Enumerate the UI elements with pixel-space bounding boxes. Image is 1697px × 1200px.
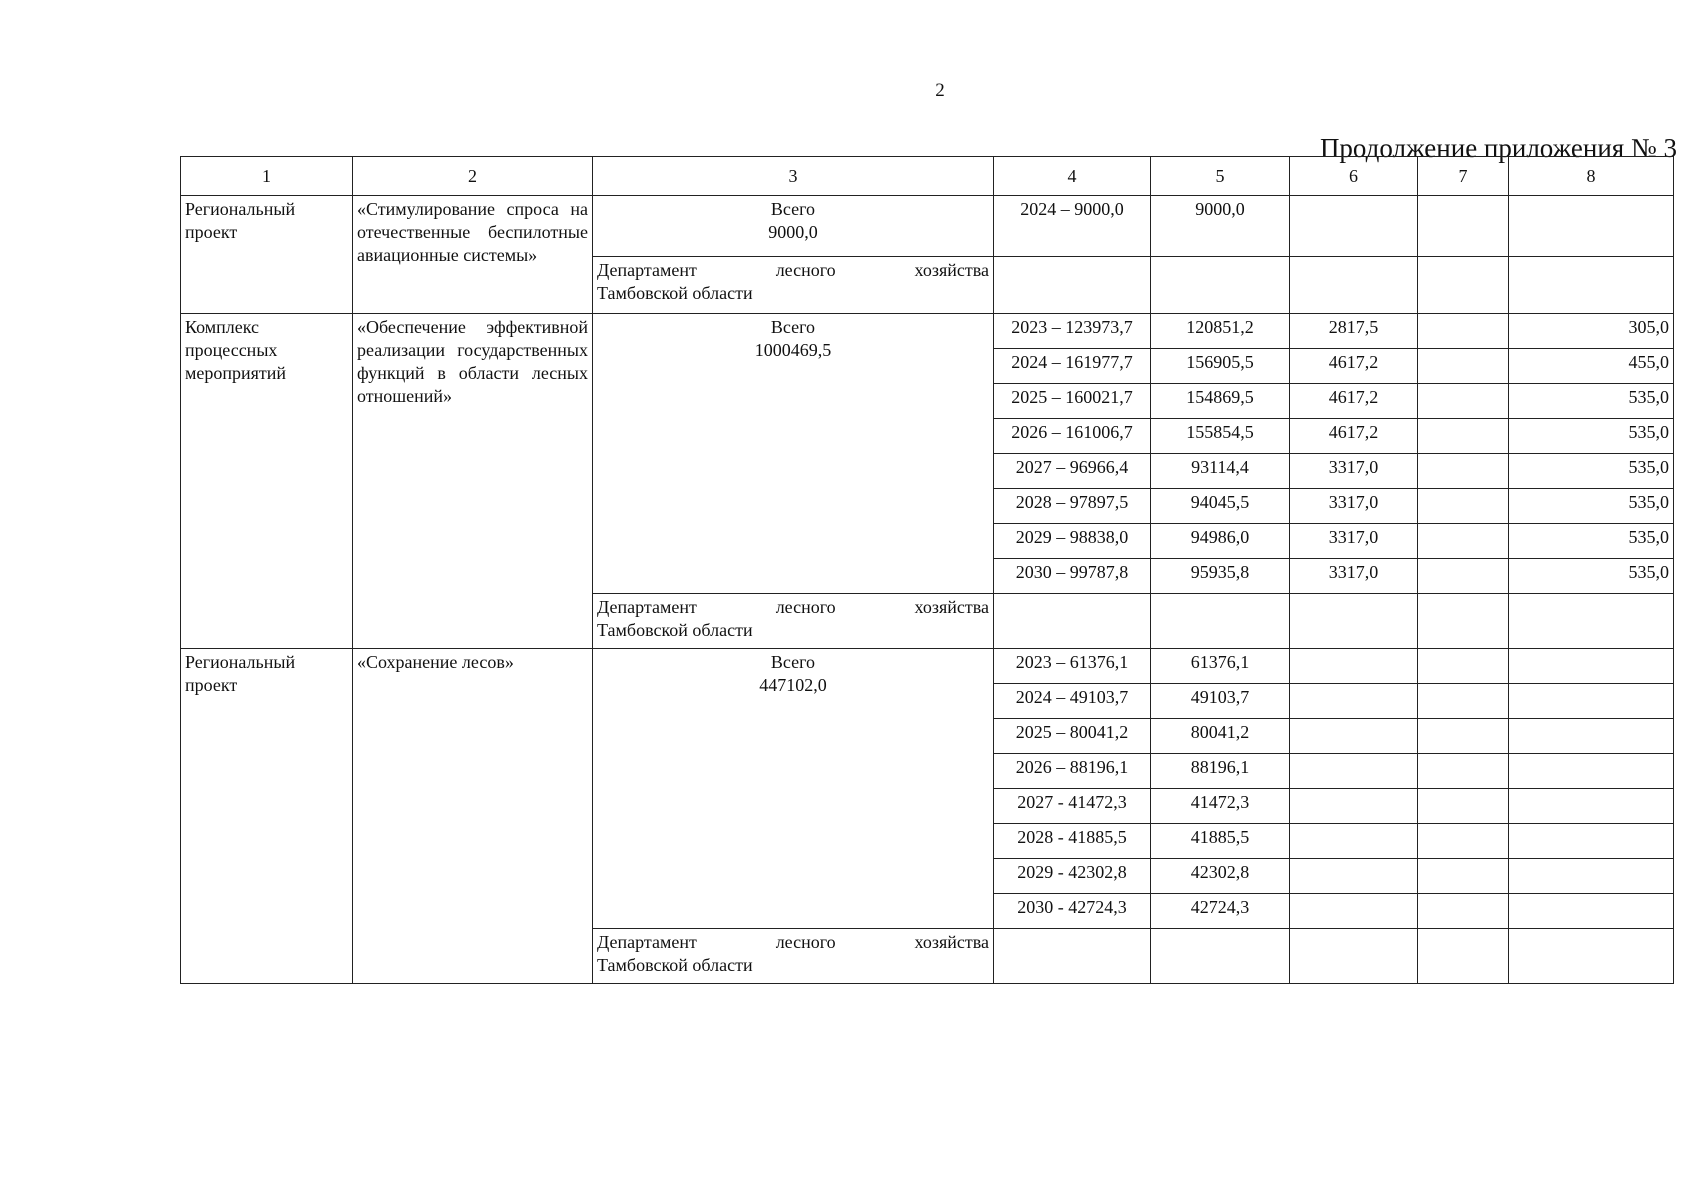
total-label: Всего — [770, 199, 816, 219]
col8-value: 535,0 — [1509, 419, 1674, 454]
col8-value: 535,0 — [1509, 489, 1674, 524]
department-word: лесного — [775, 932, 836, 952]
col7-value — [1418, 384, 1509, 419]
col7-value — [1418, 454, 1509, 489]
col6-value — [1290, 824, 1418, 859]
col6-value — [1290, 649, 1418, 684]
col8-value — [1509, 684, 1674, 719]
empty-cell — [1151, 257, 1290, 314]
col8-value: 535,0 — [1509, 524, 1674, 559]
col7-value — [1418, 684, 1509, 719]
col5-value: 120851,2 — [1151, 314, 1290, 349]
col8-value — [1509, 859, 1674, 894]
col7-value — [1418, 719, 1509, 754]
col6-value: 3317,0 — [1290, 559, 1418, 594]
year-amount: 2027 - 41472,3 — [994, 789, 1151, 824]
year-amount: 2026 – 88196,1 — [994, 754, 1151, 789]
section-name: «Обеспечение эффективной реализации государственных функций в области лесных отношений» — [353, 314, 593, 649]
section-name: «Стимулирование спроса на отечественные беспилотные авиационные системы» — [353, 196, 593, 314]
section-name: «Сохранение лесов» — [353, 649, 593, 984]
total-value: 9000,0 — [768, 222, 818, 242]
year-amount: 2024 – 9000,0 — [994, 196, 1151, 257]
empty-cell — [1418, 929, 1509, 984]
year-amount: 2023 – 61376,1 — [994, 649, 1151, 684]
year-amount: 2028 – 97897,5 — [994, 489, 1151, 524]
empty-cell — [1509, 257, 1674, 314]
col7-value — [1418, 419, 1509, 454]
year-amount: 2027 – 96966,4 — [994, 454, 1151, 489]
empty-cell — [994, 594, 1151, 649]
year-amount: 2024 – 49103,7 — [994, 684, 1151, 719]
col8-value — [1509, 754, 1674, 789]
col6-value — [1290, 859, 1418, 894]
col6-value — [1290, 719, 1418, 754]
col8-value — [1509, 196, 1674, 257]
table-row — [181, 196, 1674, 257]
col5-value: 41472,3 — [1151, 789, 1290, 824]
total-cell — [593, 649, 994, 929]
col8-value — [1509, 824, 1674, 859]
header-row — [181, 157, 1674, 196]
col7-value — [1418, 894, 1509, 929]
col8-value — [1509, 719, 1674, 754]
department-word: хозяйства — [914, 932, 989, 952]
col5-value: 41885,5 — [1151, 824, 1290, 859]
empty-cell — [1509, 594, 1674, 649]
empty-cell — [994, 929, 1151, 984]
total-value: 1000469,5 — [754, 340, 832, 360]
col8-value — [1509, 789, 1674, 824]
department-word: хозяйства — [914, 597, 989, 617]
col7-value — [1418, 349, 1509, 384]
section-type: Региональный проект — [181, 649, 353, 984]
col5-value: 94045,5 — [1151, 489, 1290, 524]
col6-value: 2817,5 — [1290, 314, 1418, 349]
col6-value — [1290, 789, 1418, 824]
header-cell-3: 3 — [593, 157, 994, 196]
col7-value — [1418, 754, 1509, 789]
section-type: Региональный проект — [181, 196, 353, 314]
col6-value — [1290, 684, 1418, 719]
col5-value: 93114,4 — [1151, 454, 1290, 489]
col5-value: 88196,1 — [1151, 754, 1290, 789]
department-cell — [593, 257, 994, 314]
header-cell-7: 7 — [1418, 157, 1509, 196]
empty-cell — [1418, 594, 1509, 649]
col5-value: 156905,5 — [1151, 349, 1290, 384]
header-cell-1: 1 — [181, 157, 353, 196]
col5-value: 154869,5 — [1151, 384, 1290, 419]
col8-value: 535,0 — [1509, 384, 1674, 419]
col7-value — [1418, 524, 1509, 559]
col7-value — [1418, 859, 1509, 894]
department-cell — [593, 594, 994, 649]
empty-cell — [1151, 594, 1290, 649]
department-cell — [593, 929, 994, 984]
col6-value — [1290, 754, 1418, 789]
col5-value: 42302,8 — [1151, 859, 1290, 894]
year-amount: 2025 – 80041,2 — [994, 719, 1151, 754]
col5-value: 94986,0 — [1151, 524, 1290, 559]
col6-value: 4617,2 — [1290, 419, 1418, 454]
col8-value: 455,0 — [1509, 349, 1674, 384]
col5-value: 95935,8 — [1151, 559, 1290, 594]
col5-value: 61376,1 — [1151, 649, 1290, 684]
empty-cell — [1509, 929, 1674, 984]
col7-value — [1418, 314, 1509, 349]
col7-value — [1418, 824, 1509, 859]
year-amount: 2029 – 98838,0 — [994, 524, 1151, 559]
col8-value: 305,0 — [1509, 314, 1674, 349]
col7-value — [1418, 789, 1509, 824]
funding-table — [180, 156, 1674, 984]
header-cell-5: 5 — [1151, 157, 1290, 196]
total-cell — [593, 314, 994, 594]
col6-value: 3317,0 — [1290, 489, 1418, 524]
department-word: хозяйства — [914, 260, 989, 280]
empty-cell — [1290, 929, 1418, 984]
col6-value: 3317,0 — [1290, 524, 1418, 559]
empty-cell — [1290, 257, 1418, 314]
total-label: Всего — [770, 317, 816, 337]
col8-value — [1509, 894, 1674, 929]
table-row — [181, 649, 1674, 684]
header-cell-8: 8 — [1509, 157, 1674, 196]
col8-value: 535,0 — [1509, 454, 1674, 489]
col7-value — [1418, 649, 1509, 684]
year-amount: 2029 - 42302,8 — [994, 859, 1151, 894]
header-cell-4: 4 — [994, 157, 1151, 196]
section-type: Комплекс процессных мероприятий — [181, 314, 353, 649]
col8-value — [1509, 649, 1674, 684]
col6-value: 3317,0 — [1290, 454, 1418, 489]
total-label: Всего — [770, 652, 816, 672]
year-amount: 2023 – 123973,7 — [994, 314, 1151, 349]
col6-value — [1290, 894, 1418, 929]
col5-value: 80041,2 — [1151, 719, 1290, 754]
department-region: Тамбовской области — [597, 620, 753, 640]
department-region: Тамбовской области — [597, 955, 753, 975]
total-value: 447102,0 — [759, 675, 827, 695]
empty-cell — [1290, 594, 1418, 649]
year-amount: 2025 – 160021,7 — [994, 384, 1151, 419]
appendix-title: Продолжение приложения № 3 — [1319, 133, 1677, 163]
col6-value: 4617,2 — [1290, 349, 1418, 384]
department-word: лесного — [775, 260, 836, 280]
year-amount: 2028 - 41885,5 — [994, 824, 1151, 859]
year-amount: 2030 - 42724,3 — [994, 894, 1151, 929]
empty-cell — [994, 257, 1151, 314]
header-cell-6: 6 — [1290, 157, 1418, 196]
page-number: 2 — [935, 80, 945, 101]
col5-value: 155854,5 — [1151, 419, 1290, 454]
department-word: Департамент — [597, 260, 697, 280]
col6-value: 4617,2 — [1290, 384, 1418, 419]
year-amount: 2024 – 161977,7 — [994, 349, 1151, 384]
col7-value — [1418, 196, 1509, 257]
col8-value: 535,0 — [1509, 559, 1674, 594]
department-word: Департамент — [597, 597, 697, 617]
department-region: Тамбовской области — [597, 283, 753, 303]
empty-cell — [1151, 929, 1290, 984]
col7-value — [1418, 559, 1509, 594]
department-word: лесного — [775, 597, 836, 617]
col5-value: 49103,7 — [1151, 684, 1290, 719]
col6-value — [1290, 196, 1418, 257]
col5-value: 42724,3 — [1151, 894, 1290, 929]
department-word: Департамент — [597, 932, 697, 952]
year-amount: 2030 – 99787,8 — [994, 559, 1151, 594]
table-row — [181, 314, 1674, 349]
total-cell — [593, 196, 994, 257]
year-amount: 2026 – 161006,7 — [994, 419, 1151, 454]
col5-value: 9000,0 — [1151, 196, 1290, 257]
col7-value — [1418, 489, 1509, 524]
empty-cell — [1418, 257, 1509, 314]
header-cell-2: 2 — [353, 157, 593, 196]
